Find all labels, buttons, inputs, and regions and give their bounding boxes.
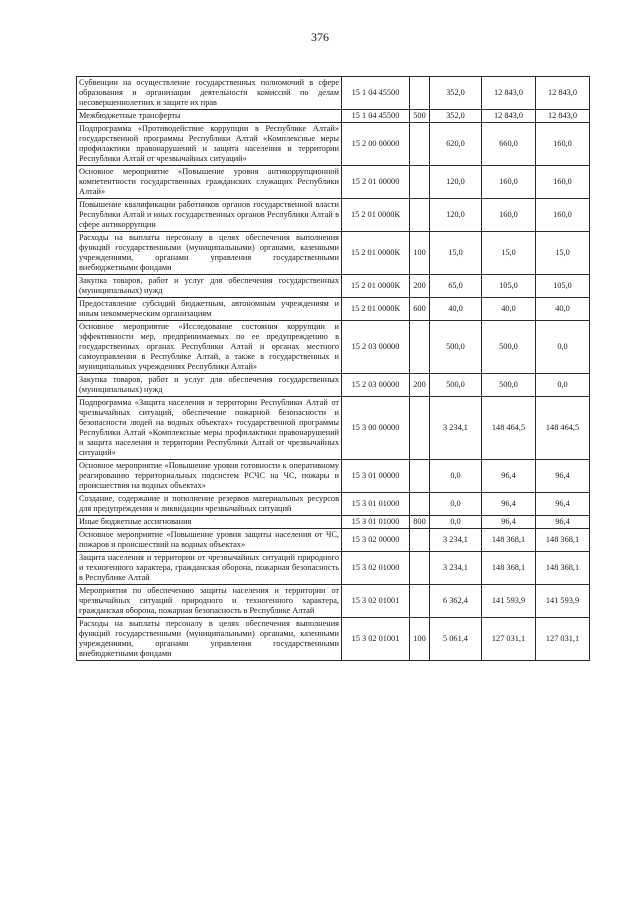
row-name-cell: Межбюджетные трансферты	[77, 110, 342, 123]
table-row	[77, 397, 590, 460]
row-name-cell: Расходы на выплаты персоналу в целях обеспечения выполнения функций государственными (муниципальными) органами, казенными учреждениями, органами управления государственными внебюджетными фондами	[77, 232, 342, 275]
row-amount-3-cell: 12 843,0	[536, 77, 590, 110]
row-amount-1-cell: 0,0	[430, 493, 482, 516]
row-amount-2-cell: 141 593,9	[482, 585, 536, 618]
row-code-cell: 15 1 04 45500	[342, 110, 410, 123]
row-amount-2-cell: 12 843,0	[482, 110, 536, 123]
row-amount-2-cell: 148 368,1	[482, 552, 536, 585]
row-amount-2-cell: 96,4	[482, 516, 536, 529]
row-amount-1-cell: 0,0	[430, 516, 482, 529]
row-expense-type-cell: 500	[410, 110, 430, 123]
row-amount-3-cell: 148 368,1	[536, 529, 590, 552]
row-amount-1-cell: 620,0	[430, 123, 482, 166]
row-expense-type-cell: 800	[410, 516, 430, 529]
row-amount-1-cell: 3 234,1	[430, 397, 482, 460]
row-name-cell: Основное мероприятие «Исследование состояния коррупции и эффективности мер, предпринимаемых по ее предупреждению в государственных органах Республики Алтай и органах местного самоуправления в Республике Алтай, а также в государственных и муниципальных учреждениях Республики Алтай»	[77, 321, 342, 374]
row-name-cell: Основное мероприятие «Повышение уровня готовности к оперативному реагированию территориальных подсистем РСЧС на ЧС, пожары и происшествия на водных объектах»	[77, 460, 342, 493]
row-expense-type-cell	[410, 199, 430, 232]
row-code-cell: 15 3 01 00000	[342, 460, 410, 493]
row-code-cell: 15 3 01 01000	[342, 493, 410, 516]
row-amount-1-cell: 120,0	[430, 199, 482, 232]
budget-table-body	[77, 77, 590, 661]
row-name-cell: Иные бюджетные ассигнования	[77, 516, 342, 529]
row-amount-2-cell: 500,0	[482, 374, 536, 397]
row-name-cell: Основное мероприятие «Повышение уровня защиты населения от ЧС, пожаров и происшествий на водных объектах»	[77, 529, 342, 552]
row-expense-type-cell	[410, 123, 430, 166]
page-number: 376	[311, 30, 329, 44]
row-name-cell: Расходы на выплаты персоналу в целях обеспечения выполнения функций государственными (муниципальными) органами, казенными учреждениями, органами управления государственными внебюджетными фондами	[77, 618, 342, 661]
row-code-cell: 15 2 03 00000	[342, 374, 410, 397]
row-amount-3-cell: 15,0	[536, 232, 590, 275]
row-amount-3-cell: 96,4	[536, 460, 590, 493]
table-row	[77, 110, 590, 123]
row-amount-3-cell: 141 593,9	[536, 585, 590, 618]
row-amount-2-cell: 148 368,1	[482, 529, 536, 552]
row-name-cell: Закупка товаров, работ и услуг для обеспечения государственных (муниципальных) нужд	[77, 374, 342, 397]
row-amount-2-cell: 127 031,1	[482, 618, 536, 661]
table-row	[77, 516, 590, 529]
row-amount-2-cell: 148 464,5	[482, 397, 536, 460]
row-amount-3-cell: 160,0	[536, 199, 590, 232]
row-code-cell: 15 2 01 00000	[342, 166, 410, 199]
row-amount-1-cell: 40,0	[430, 298, 482, 321]
row-amount-3-cell: 148 464,5	[536, 397, 590, 460]
table-row	[77, 321, 590, 374]
row-amount-1-cell: 500,0	[430, 321, 482, 374]
row-amount-2-cell: 500,0	[482, 321, 536, 374]
row-amount-2-cell: 160,0	[482, 199, 536, 232]
row-amount-1-cell: 3 234,1	[430, 552, 482, 585]
row-amount-1-cell: 6 362,4	[430, 585, 482, 618]
row-name-cell: Подпрограмма «Защита населения и территории Республики Алтай от чрезвычайных ситуаций, обеспечение пожарной безопасности и безопасности людей на водных объектах» государственной программы Республики Алтай «Комплексные меры профилактики правонарушений и защита населения и территории Республики Алтай от чрезвычайных ситуаций»	[77, 397, 342, 460]
row-expense-type-cell	[410, 77, 430, 110]
table-row	[77, 199, 590, 232]
table-row	[77, 585, 590, 618]
row-code-cell: 15 3 01 01000	[342, 516, 410, 529]
row-name-cell: Основное мероприятие «Повышение уровня антикоррупционной компетентности государственных гражданских служащих Республики Алтай»	[77, 166, 342, 199]
row-code-cell: 15 3 02 00000	[342, 529, 410, 552]
table-row	[77, 275, 590, 298]
row-amount-1-cell: 120,0	[430, 166, 482, 199]
row-code-cell: 15 2 00 00000	[342, 123, 410, 166]
table-row	[77, 298, 590, 321]
row-amount-1-cell: 500,0	[430, 374, 482, 397]
row-amount-3-cell: 105,0	[536, 275, 590, 298]
table-row	[77, 493, 590, 516]
row-amount-2-cell: 96,4	[482, 493, 536, 516]
row-amount-1-cell: 15,0	[430, 232, 482, 275]
row-amount-3-cell: 160,0	[536, 166, 590, 199]
row-name-cell: Создание, содержание и пополнение резервов материальных ресурсов для предупреждения и ликвидации чрезвычайных ситуаций	[77, 493, 342, 516]
table-row	[77, 552, 590, 585]
row-amount-2-cell: 15,0	[482, 232, 536, 275]
table-row	[77, 529, 590, 552]
row-amount-3-cell: 40,0	[536, 298, 590, 321]
row-expense-type-cell	[410, 529, 430, 552]
row-amount-1-cell: 65,0	[430, 275, 482, 298]
row-amount-2-cell: 12 843,0	[482, 77, 536, 110]
row-name-cell: Закупка товаров, работ и услуг для обеспечения государственных (муниципальных) нужд	[77, 275, 342, 298]
row-amount-2-cell: 40,0	[482, 298, 536, 321]
row-amount-1-cell: 352,0	[430, 77, 482, 110]
row-name-cell: Подпрограмма «Противодействие коррупции в Республике Алтай» государственной программы Республики Алтай «Комплексные меры профилактики правонарушений и защита населения и территории Республики Алтай от чрезвычайных ситуаций»	[77, 123, 342, 166]
row-expense-type-cell: 100	[410, 618, 430, 661]
row-amount-3-cell: 160,0	[536, 123, 590, 166]
row-expense-type-cell	[410, 166, 430, 199]
row-amount-3-cell: 0,0	[536, 374, 590, 397]
row-amount-2-cell: 96,4	[482, 460, 536, 493]
row-code-cell: 15 3 00 00000	[342, 397, 410, 460]
row-expense-type-cell	[410, 552, 430, 585]
row-code-cell: 15 3 02 01001	[342, 618, 410, 661]
row-code-cell: 15 3 02 01001	[342, 585, 410, 618]
row-amount-3-cell: 12 843,0	[536, 110, 590, 123]
table-row	[77, 374, 590, 397]
row-amount-3-cell: 148 368,1	[536, 552, 590, 585]
row-amount-2-cell: 160,0	[482, 166, 536, 199]
row-code-cell: 15 2 01 0000К	[342, 298, 410, 321]
row-code-cell: 15 2 01 0000К	[342, 199, 410, 232]
row-name-cell: Защита населения и территории от чрезвычайных ситуаций природного и техногенного характера, гражданская оборона, пожарная безопасность в Республике Алтай	[77, 552, 342, 585]
row-amount-3-cell: 127 031,1	[536, 618, 590, 661]
table-row	[77, 232, 590, 275]
row-amount-3-cell: 96,4	[536, 516, 590, 529]
table-row	[77, 166, 590, 199]
row-expense-type-cell: 200	[410, 275, 430, 298]
row-code-cell: 15 2 03 00000	[342, 321, 410, 374]
row-expense-type-cell: 600	[410, 298, 430, 321]
row-expense-type-cell	[410, 460, 430, 493]
row-amount-1-cell: 3 234,1	[430, 529, 482, 552]
row-code-cell: 15 3 02 01000	[342, 552, 410, 585]
row-code-cell: 15 1 04 45500	[342, 77, 410, 110]
row-name-cell: Предоставление субсидий бюджетным, автономным учреждениям и иным некоммерческим организациям	[77, 298, 342, 321]
table-row	[77, 123, 590, 166]
table-row	[77, 460, 590, 493]
row-expense-type-cell: 100	[410, 232, 430, 275]
row-amount-2-cell: 105,0	[482, 275, 536, 298]
table-row	[77, 618, 590, 661]
row-code-cell: 15 2 01 0000К	[342, 232, 410, 275]
row-name-cell: Повышение квалификации работников органов государственной власти Республики Алтай и иных государственных органов Республики Алтай в сфере антикоррупции	[77, 199, 342, 232]
table-row	[77, 77, 590, 110]
row-amount-1-cell: 5 061,4	[430, 618, 482, 661]
row-expense-type-cell: 200	[410, 374, 430, 397]
row-name-cell: Субвенции на осуществление государственных полномочий в сфере образования и организации деятельности комиссий по делам несовершеннолетних и защите их прав	[77, 77, 342, 110]
row-expense-type-cell	[410, 585, 430, 618]
row-amount-1-cell: 0,0	[430, 460, 482, 493]
row-amount-1-cell: 352,0	[430, 110, 482, 123]
row-code-cell: 15 2 01 0000К	[342, 275, 410, 298]
row-expense-type-cell	[410, 321, 430, 374]
row-expense-type-cell	[410, 493, 430, 516]
row-amount-3-cell: 96,4	[536, 493, 590, 516]
row-name-cell: Мероприятия по обеспечению защиты населения и территории от чрезвычайных ситуаций природного и техногенного характера, гражданская оборона, пожарная безопасность в Республике Алтай	[77, 585, 342, 618]
budget-table	[76, 76, 590, 661]
row-amount-3-cell: 0,0	[536, 321, 590, 374]
row-expense-type-cell	[410, 397, 430, 460]
row-amount-2-cell: 660,0	[482, 123, 536, 166]
